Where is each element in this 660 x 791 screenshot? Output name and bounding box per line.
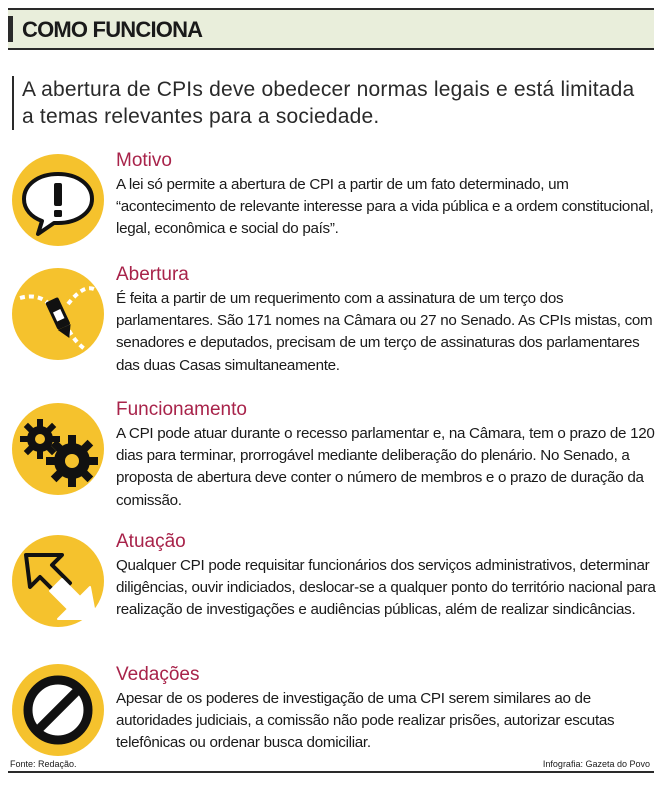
item-text bbox=[116, 264, 656, 377]
prohibited-icon bbox=[12, 664, 104, 756]
item-body: A CPI pode atuar durante o recesso parlamentar e, na Câmara, tem o prazo de 120 dias para terminar, prorrogável mediante deliberação do plenário. No Senado, a proposta de abertura deve conter o número de membros e o prazo de duração da comissão. bbox=[116, 425, 655, 509]
item-title: Vedações bbox=[116, 664, 200, 685]
footer-source: Fonte: Redação. bbox=[10, 759, 77, 769]
item-body: Qualquer CPI pode requisitar funcionários dos serviços administrativos, determinar diligências, ouvir indiciados, deslocar-se a qualquer ponto do território nacional para realização de investigações e audiências públicas, além de realizar sindicâncias. bbox=[116, 557, 656, 619]
item-title: Motivo bbox=[116, 150, 172, 171]
item-body: É feita a partir de um requerimento com a assinatura de um terço dos parlamentares. São 171 nomes na Câmara ou 27 no Senado. As CPIs mistas, com senadores e deputados, precisam de um terço de assinaturas dos parlamentares das duas Casas simultaneamente. bbox=[116, 290, 653, 374]
item-text bbox=[116, 399, 656, 512]
item-title: Atuação bbox=[116, 531, 186, 552]
footer-credit: Infografia: Gazeta do Povo bbox=[542, 759, 650, 769]
footer-divider bbox=[8, 771, 654, 773]
header-accent-bar bbox=[8, 16, 13, 42]
item-text bbox=[116, 531, 656, 622]
pen-signature-icon bbox=[12, 268, 104, 360]
header-banner bbox=[8, 8, 654, 50]
item-body: A lei só permite a abertura de CPI a partir de um fato determinado, um “acontecimento de relevante interesse para a vida pública e a ordem constitucional, legal, econômica e social do país”. bbox=[116, 176, 654, 238]
item-text bbox=[116, 664, 656, 755]
item-title: Funcionamento bbox=[116, 399, 247, 420]
item-body: Apesar de os poderes de investigação de uma CPI serem similares ao de autoridades judiciais, a comissão não pode realizar prisões, autorizar escutas telefônicas ou ordenar busca domiciliar. bbox=[116, 690, 615, 752]
intro-text: A abertura de CPIs deve obedecer normas legais e está limitada a temas relevantes para a sociedade. bbox=[12, 76, 642, 130]
page-title: COMO FUNCIONA bbox=[22, 17, 203, 42]
item-title: Abertura bbox=[116, 264, 189, 285]
arrows-icon bbox=[12, 535, 104, 627]
item-text bbox=[116, 150, 656, 241]
speech-bubble-exclamation-icon bbox=[12, 154, 104, 246]
gears-icon bbox=[12, 403, 104, 495]
